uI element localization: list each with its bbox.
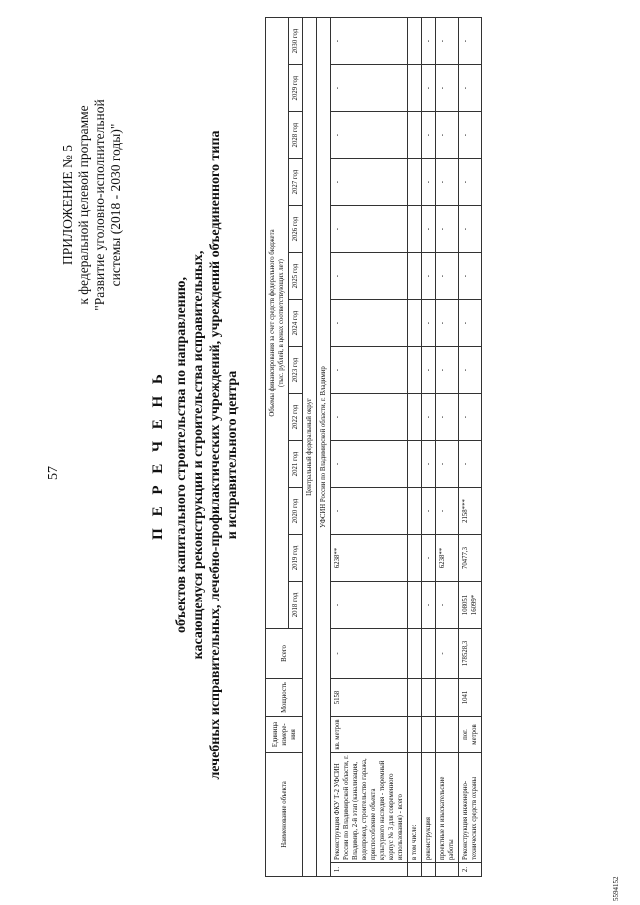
capacity-cell: 5158 xyxy=(331,678,408,716)
year-value-cell: - xyxy=(331,394,408,441)
year-value-cell: - xyxy=(436,582,459,629)
total-cell xyxy=(422,628,436,678)
year-value-cell xyxy=(408,65,422,112)
year-value-cell: - xyxy=(422,65,436,112)
year-value-cell xyxy=(408,206,422,253)
year-value-cell: - xyxy=(436,488,459,535)
heading-line: объектов капитального строительства по направлению, xyxy=(174,277,189,633)
heading-line: касающемуся реконструкции и строительства исправительных, xyxy=(191,250,206,660)
object-name: в том числе: xyxy=(408,752,422,862)
year-value-cell: - xyxy=(436,394,459,441)
header-total: Всего xyxy=(266,628,303,678)
year-value-cell: - xyxy=(331,488,408,535)
unit-cell: пог. метров xyxy=(459,716,482,752)
row-number: 1. xyxy=(331,863,408,877)
year-value-cell xyxy=(408,112,422,159)
year-value-cell: - xyxy=(331,206,408,253)
object-name: проектные и изыскательские работы xyxy=(436,752,459,862)
year-value-cell: - xyxy=(459,65,482,112)
year-value-cell: 108051 16099* xyxy=(459,582,482,629)
table-row xyxy=(422,18,436,877)
year-value-cell: - xyxy=(422,441,436,488)
object-name: реконструкция xyxy=(422,752,436,862)
header-year: 2030 год xyxy=(289,18,303,65)
heading-word: П Е Р Е Ч Е Н Ь xyxy=(150,370,166,540)
year-value-cell: - xyxy=(422,535,436,582)
year-value-cell xyxy=(408,582,422,629)
total-cell: - xyxy=(436,628,459,678)
year-value-cell: - xyxy=(436,159,459,206)
appendix-line: к федеральной целевой программе xyxy=(76,105,91,305)
year-value-cell: - xyxy=(459,206,482,253)
header-year: 2024 год xyxy=(289,300,303,347)
header-year: 2019 год xyxy=(289,535,303,582)
year-value-cell: - xyxy=(459,394,482,441)
year-value-cell xyxy=(408,253,422,300)
footer-code: 5594152 xyxy=(612,876,620,901)
capacity-cell: 1041 xyxy=(459,678,482,716)
table-row xyxy=(436,18,459,877)
header-year: 2023 год xyxy=(289,347,303,394)
year-value-cell: - xyxy=(422,582,436,629)
year-value-cell: - xyxy=(331,159,408,206)
financing-subtitle: (тыс. рублей, в ценах соответствующих лет) xyxy=(278,259,285,387)
capacity-cell xyxy=(408,678,422,716)
header-name: Наименование объекта xyxy=(266,752,303,876)
year-value-cell: 6238** xyxy=(331,535,408,582)
year-value-cell: - xyxy=(436,347,459,394)
unit-cell: кв. метров xyxy=(331,716,408,752)
table-row xyxy=(331,18,408,877)
year-value-cell xyxy=(408,159,422,206)
unit-cell xyxy=(436,716,459,752)
year-value-cell: - xyxy=(422,347,436,394)
year-value-cell: - xyxy=(436,441,459,488)
appendix-line: "Развитие уголовно-исполнительной xyxy=(92,99,107,311)
year-value-cell: - xyxy=(331,253,408,300)
heading-line: лечебных исправительных, лечебно-профилактических учреждений, учреждений объединенного типа xyxy=(208,130,223,780)
header-year: 2018 год xyxy=(289,582,303,629)
year-value-cell: 6238** xyxy=(436,535,459,582)
unit-cell xyxy=(408,716,422,752)
year-value-cell xyxy=(408,18,422,65)
header-year: 2025 год xyxy=(289,253,303,300)
document-heading xyxy=(150,105,241,805)
header-year: 2028 год xyxy=(289,112,303,159)
agency-label: УФСИН России по Владимирской области, г. Владимир xyxy=(317,18,331,877)
year-value-cell: 70477,3 xyxy=(459,535,482,582)
year-value-cell: - xyxy=(459,253,482,300)
district-label: Центральный федеральный округ xyxy=(303,18,317,877)
page-number: 57 xyxy=(46,466,61,480)
object-name: Реконструкция ФКУ Т-2 УФСИН России по Владимирской области, г. Владимир, 2-й этап (канализация, водопровод, строительство гаража, приспособление объекта культурного наследия - тюремный корпус № 3 для современного использования) - всего xyxy=(331,752,408,862)
year-value-cell: - xyxy=(422,394,436,441)
appendix-line: ПРИЛОЖЕНИЕ № 5 xyxy=(60,144,75,266)
row-number: 2. xyxy=(459,863,482,877)
year-value-cell: - xyxy=(459,112,482,159)
header-year: 2026 год xyxy=(289,206,303,253)
year-value-cell: - xyxy=(459,300,482,347)
year-value-cell xyxy=(408,347,422,394)
header-year: 2029 год xyxy=(289,65,303,112)
year-value-cell: - xyxy=(422,206,436,253)
year-value-cell: - xyxy=(331,300,408,347)
header-unit: Единица измере-ния xyxy=(266,716,303,752)
year-value-cell: - xyxy=(459,347,482,394)
table-row xyxy=(408,18,422,877)
year-value-cell: - xyxy=(459,18,482,65)
year-value-cell xyxy=(408,488,422,535)
year-value-cell xyxy=(408,300,422,347)
year-value-cell xyxy=(408,535,422,582)
capacity-cell xyxy=(422,678,436,716)
financing-title: Объемы финансирования за счет средств федерального бюджета xyxy=(269,229,276,417)
year-value-cell: 2158*** xyxy=(459,488,482,535)
header-financing xyxy=(266,18,289,629)
heading-line: и исправительного центра xyxy=(225,370,240,540)
year-value-cell: - xyxy=(331,347,408,394)
year-value-cell: - xyxy=(436,112,459,159)
year-value-cell: - xyxy=(436,18,459,65)
header-capacity: Мощность xyxy=(266,678,303,716)
unit-cell xyxy=(422,716,436,752)
object-name: Реконструкция инженерно-технических средств охраны xyxy=(459,752,482,862)
year-value-cell: - xyxy=(331,18,408,65)
year-value-cell: - xyxy=(331,112,408,159)
objects-table xyxy=(265,17,482,877)
header-year: 2022 год xyxy=(289,394,303,441)
year-value-cell: - xyxy=(422,112,436,159)
year-value-cell: - xyxy=(422,18,436,65)
year-value-cell xyxy=(408,394,422,441)
year-value-cell: - xyxy=(436,206,459,253)
year-value-cell: - xyxy=(459,159,482,206)
total-cell xyxy=(408,628,422,678)
appendix-line: системы (2018 - 2030 годы)" xyxy=(108,123,123,287)
total-cell: 178528,3 xyxy=(459,628,482,678)
header-year: 2021 год xyxy=(289,441,303,488)
total-cell: - xyxy=(331,628,408,678)
year-value-cell: - xyxy=(422,488,436,535)
row-number xyxy=(436,863,459,877)
year-value-cell xyxy=(408,441,422,488)
table-row xyxy=(459,18,482,877)
row-number xyxy=(408,863,422,877)
year-value-cell: - xyxy=(422,300,436,347)
header-year: 2027 год xyxy=(289,159,303,206)
year-value-cell: - xyxy=(422,253,436,300)
year-value-cell: - xyxy=(331,65,408,112)
header-year: 2020 год xyxy=(289,488,303,535)
capacity-cell xyxy=(436,678,459,716)
year-value-cell: - xyxy=(331,582,408,629)
year-value-cell: - xyxy=(436,300,459,347)
appendix-block xyxy=(60,25,124,385)
row-number xyxy=(422,863,436,877)
year-value-cell: - xyxy=(436,65,459,112)
year-value-cell: - xyxy=(422,159,436,206)
year-value-cell: - xyxy=(459,441,482,488)
year-value-cell: - xyxy=(331,441,408,488)
year-value-cell: - xyxy=(436,253,459,300)
